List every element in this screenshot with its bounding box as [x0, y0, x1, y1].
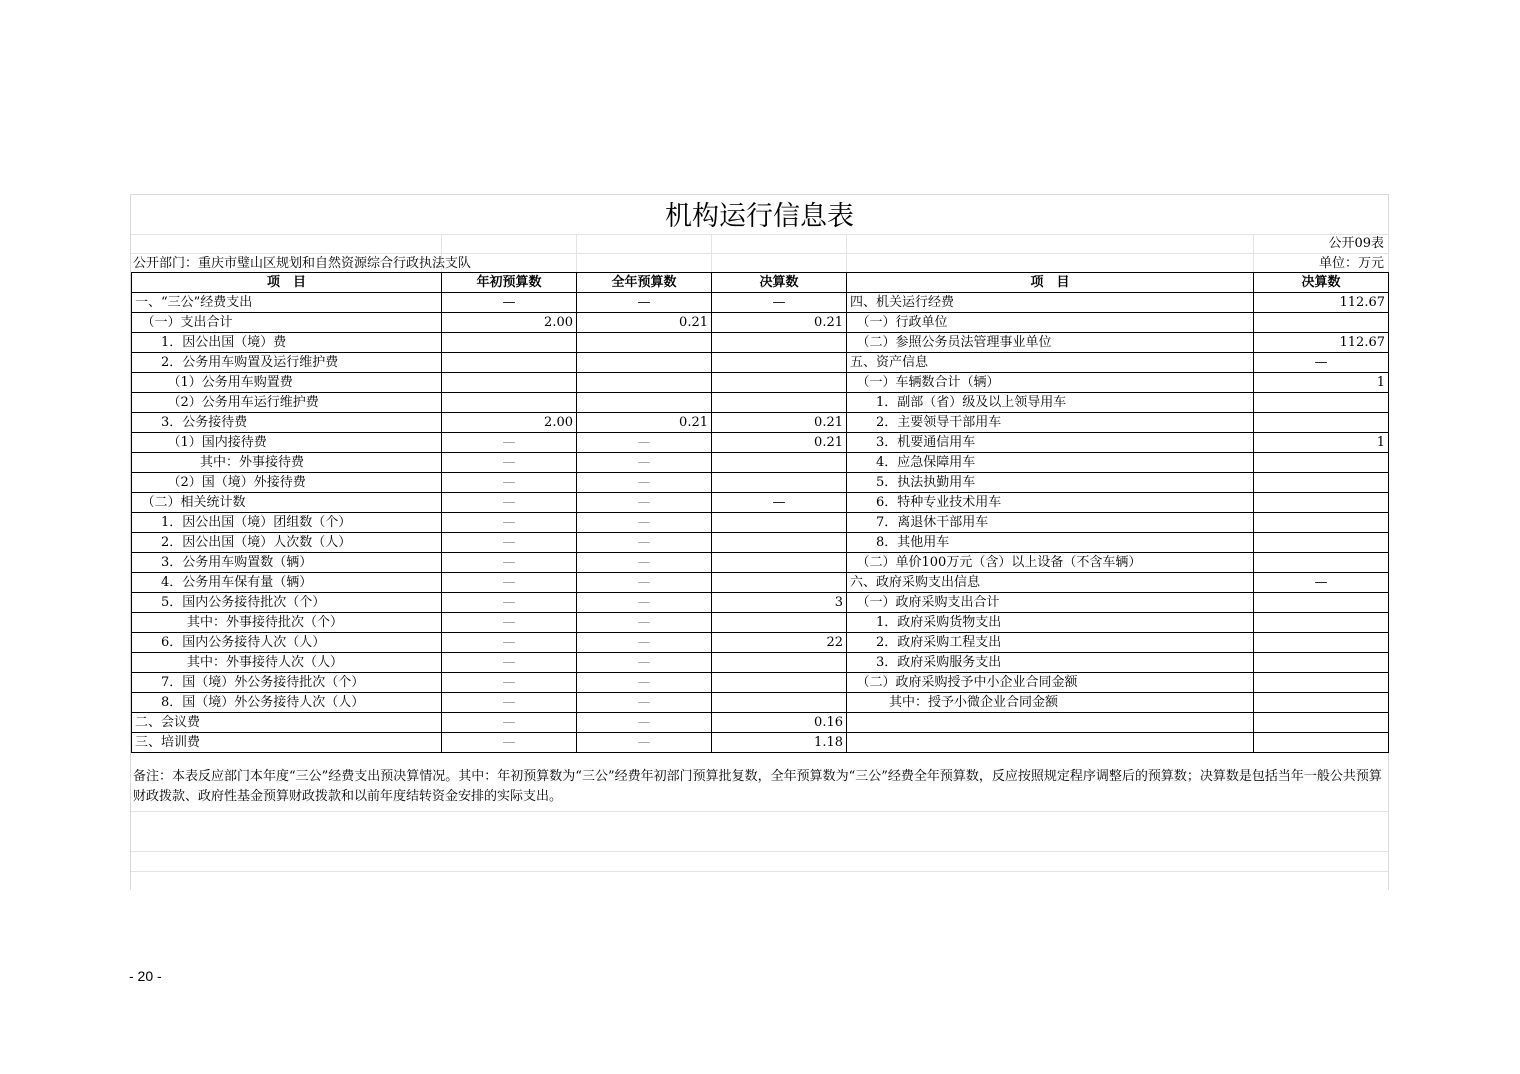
report-sheet	[130, 194, 1389, 890]
left-item-cell: 其中：外事接待人次（人）	[132, 653, 442, 673]
right-final-cell	[1254, 713, 1389, 733]
final-cell: 22	[712, 633, 847, 653]
final-cell: 1.18	[712, 733, 847, 753]
table-row	[132, 413, 1389, 433]
full-budget-cell: 0.21	[577, 313, 712, 333]
initial-budget-cell	[442, 373, 577, 393]
right-item-cell: （二）政府采购授予中小企业合同金额	[847, 673, 1254, 693]
left-item-cell: （2）国（境）外接待费	[132, 473, 442, 493]
right-item-cell: 六、政府采购支出信息	[847, 573, 1254, 593]
initial-budget-cell: 2.00	[442, 413, 577, 433]
full-budget-cell: —	[577, 453, 712, 473]
right-final-cell: —	[1254, 573, 1389, 593]
full-budget-cell: —	[577, 633, 712, 653]
final-cell: —	[712, 493, 847, 513]
full-budget-cell: —	[577, 673, 712, 693]
right-item-cell: （二）参照公务员法管理事业单位	[847, 333, 1254, 353]
final-cell	[712, 373, 847, 393]
final-cell	[712, 653, 847, 673]
right-final-cell	[1254, 693, 1389, 713]
full-budget-cell: —	[577, 593, 712, 613]
table-row	[132, 653, 1389, 673]
header-initial-budget: 年初预算数	[442, 273, 577, 293]
full-budget-cell	[577, 373, 712, 393]
final-cell	[712, 533, 847, 553]
grid-line	[131, 811, 1388, 812]
right-item-cell: 8．其他用车	[847, 533, 1254, 553]
initial-budget-cell: —	[442, 513, 577, 533]
right-item-cell: 2．主要领导干部用车	[847, 413, 1254, 433]
unit-label: 单位：万元	[1318, 256, 1384, 271]
right-final-cell	[1254, 673, 1389, 693]
left-item-cell: （1）公务用车购置费	[132, 373, 442, 393]
table-row	[132, 433, 1389, 453]
grid-line	[131, 851, 1388, 852]
full-budget-cell	[577, 353, 712, 373]
left-item-cell: 2．因公出国（境）人次数（人）	[132, 533, 442, 553]
remark-note: 备注：本表反应部门本年度“三公”经费支出预决算情况。其中：年初预算数为“三公”经费年初部门预算批复数，全年预算数为“三公”经费全年预算数，反应按照规定程序调整后的预算数；决算数是包括当年一般公共预算财政拨款、政府性基金预算财政拨款和以前年度结转资金安排的实际支出。	[133, 769, 1382, 804]
right-final-cell	[1254, 633, 1389, 653]
table-row	[132, 573, 1389, 593]
final-cell	[712, 513, 847, 533]
right-item-cell: 1．政府采购货物支出	[847, 613, 1254, 633]
right-item-cell: 2．政府采购工程支出	[847, 633, 1254, 653]
left-item-cell: 三、培训费	[132, 733, 442, 753]
grid-line	[131, 234, 1388, 235]
right-final-cell	[1254, 553, 1389, 573]
right-final-cell	[1254, 453, 1389, 473]
final-cell	[712, 473, 847, 493]
right-final-cell	[1254, 393, 1389, 413]
final-cell: 3	[712, 593, 847, 613]
final-cell: —	[712, 293, 847, 313]
full-budget-cell: —	[577, 653, 712, 673]
left-item-cell: 3．公务接待费	[132, 413, 442, 433]
final-cell	[712, 353, 847, 373]
final-cell: 0.21	[712, 313, 847, 333]
right-item-cell: （一）车辆数合计（辆）	[847, 373, 1254, 393]
initial-budget-cell: —	[442, 473, 577, 493]
table-row	[132, 333, 1389, 353]
final-cell: 0.16	[712, 713, 847, 733]
header-full-budget: 全年预算数	[577, 273, 712, 293]
right-final-cell	[1254, 593, 1389, 613]
left-item-cell: （1）国内接待费	[132, 433, 442, 453]
left-item-cell: 7．国（境）外公务接待批次（个）	[132, 673, 442, 693]
department-label: 公开部门：重庆市璧山区规划和自然资源综合行政执法支队	[133, 256, 472, 271]
table-row	[132, 453, 1389, 473]
header-left-item: 项 目	[132, 273, 442, 293]
full-budget-cell: —	[577, 493, 712, 513]
final-cell	[712, 613, 847, 633]
full-budget-cell	[577, 333, 712, 353]
table-header-row	[132, 273, 1389, 293]
final-cell	[712, 693, 847, 713]
final-cell	[712, 393, 847, 413]
table-row	[132, 733, 1389, 753]
initial-budget-cell: 2.00	[442, 313, 577, 333]
initial-budget-cell: —	[442, 293, 577, 313]
full-budget-cell: —	[577, 473, 712, 493]
right-item-cell: （二）单价100万元（含）以上设备（不含车辆）	[847, 553, 1254, 573]
right-final-cell: 1	[1254, 433, 1389, 453]
final-cell: 0.21	[712, 413, 847, 433]
initial-budget-cell: —	[442, 493, 577, 513]
full-budget-cell: —	[577, 533, 712, 553]
full-budget-cell: —	[577, 613, 712, 633]
table-row	[132, 493, 1389, 513]
initial-budget-cell: —	[442, 593, 577, 613]
left-item-cell: 一、“三公”经费支出	[132, 293, 442, 313]
left-item-cell: 4．公务用车保有量（辆）	[132, 573, 442, 593]
full-budget-cell: —	[577, 713, 712, 733]
initial-budget-cell	[442, 353, 577, 373]
right-final-cell: 112.67	[1254, 333, 1389, 353]
initial-budget-cell: —	[442, 533, 577, 553]
right-final-cell	[1254, 533, 1389, 553]
final-cell	[712, 573, 847, 593]
table-code: 公开09表	[1328, 236, 1384, 251]
final-cell	[712, 553, 847, 573]
initial-budget-cell: —	[442, 693, 577, 713]
header-right-item: 项 目	[847, 273, 1254, 293]
final-cell	[712, 333, 847, 353]
final-cell	[712, 453, 847, 473]
full-budget-cell: —	[577, 733, 712, 753]
table-row	[132, 513, 1389, 533]
table-row	[132, 313, 1389, 333]
full-budget-cell: —	[577, 433, 712, 453]
left-item-cell: 6．国内公务接待人次（人）	[132, 633, 442, 653]
info-table	[131, 272, 1389, 753]
full-budget-cell: —	[577, 573, 712, 593]
right-item-cell: （一）政府采购支出合计	[847, 593, 1254, 613]
right-item-cell	[847, 713, 1254, 733]
left-item-cell: 1．因公出国（境）费	[132, 333, 442, 353]
right-item-cell: （一）行政单位	[847, 313, 1254, 333]
initial-budget-cell: —	[442, 733, 577, 753]
left-item-cell: 3．公务用车购置数（辆）	[132, 553, 442, 573]
initial-budget-cell: —	[442, 613, 577, 633]
left-item-cell: （2）公务用车运行维护费	[132, 393, 442, 413]
right-item-cell: 1．副部（省）级及以上领导用车	[847, 393, 1254, 413]
table-row	[132, 633, 1389, 653]
right-final-cell: —	[1254, 353, 1389, 373]
table-row	[132, 353, 1389, 373]
initial-budget-cell: —	[442, 673, 577, 693]
right-final-cell	[1254, 513, 1389, 533]
table-row	[132, 293, 1389, 313]
left-item-cell: （一）支出合计	[132, 313, 442, 333]
right-final-cell	[1254, 613, 1389, 633]
left-item-cell: 二、会议费	[132, 713, 442, 733]
right-item-cell	[847, 733, 1254, 753]
right-final-cell: 112.67	[1254, 293, 1389, 313]
right-item-cell: 4．应急保障用车	[847, 453, 1254, 473]
right-final-cell	[1254, 733, 1389, 753]
left-item-cell: 8．国（境）外公务接待人次（人）	[132, 693, 442, 713]
right-final-cell: 1	[1254, 373, 1389, 393]
table-row	[132, 713, 1389, 733]
table-row	[132, 693, 1389, 713]
full-budget-cell: —	[577, 513, 712, 533]
table-row	[132, 593, 1389, 613]
right-item-cell: 5．执法执勤用车	[847, 473, 1254, 493]
initial-budget-cell: —	[442, 653, 577, 673]
right-final-cell	[1254, 313, 1389, 333]
right-item-cell: 四、机关运行经费	[847, 293, 1254, 313]
left-item-cell: 其中：外事接待批次（个）	[132, 613, 442, 633]
final-cell	[712, 673, 847, 693]
initial-budget-cell: —	[442, 553, 577, 573]
page-title: 机构运行信息表	[131, 194, 1388, 235]
right-final-cell	[1254, 493, 1389, 513]
left-item-cell: （二）相关统计数	[132, 493, 442, 513]
table-row	[132, 673, 1389, 693]
header-right-final: 决算数	[1254, 273, 1389, 293]
table-row	[132, 393, 1389, 413]
full-budget-cell: —	[577, 293, 712, 313]
left-item-cell: 其中：外事接待费	[132, 453, 442, 473]
page-number: - 20 -	[129, 968, 162, 984]
initial-budget-cell: —	[442, 713, 577, 733]
initial-budget-cell: —	[442, 433, 577, 453]
full-budget-cell: —	[577, 693, 712, 713]
initial-budget-cell: —	[442, 573, 577, 593]
initial-budget-cell	[442, 333, 577, 353]
table-body	[132, 273, 1389, 753]
right-final-cell	[1254, 413, 1389, 433]
initial-budget-cell: —	[442, 453, 577, 473]
header-final: 决算数	[712, 273, 847, 293]
right-item-cell: 6．特种专业技术用车	[847, 493, 1254, 513]
right-final-cell	[1254, 653, 1389, 673]
grid-line	[131, 871, 1388, 872]
left-item-cell: 2．公务用车购置及运行维护费	[132, 353, 442, 373]
left-item-cell: 1．因公出国（境）团组数（个）	[132, 513, 442, 533]
left-item-cell: 5．国内公务接待批次（个）	[132, 593, 442, 613]
initial-budget-cell	[442, 393, 577, 413]
final-cell: 0.21	[712, 433, 847, 453]
table-row	[132, 473, 1389, 493]
table-row	[132, 553, 1389, 573]
initial-budget-cell: —	[442, 633, 577, 653]
full-budget-cell: 0.21	[577, 413, 712, 433]
full-budget-cell	[577, 393, 712, 413]
right-item-cell: 7．离退休干部用车	[847, 513, 1254, 533]
table-row	[132, 613, 1389, 633]
right-item-cell: 3．政府采购服务支出	[847, 653, 1254, 673]
table-row	[132, 373, 1389, 393]
right-final-cell	[1254, 473, 1389, 493]
right-item-cell: 其中：授予小微企业合同金额	[847, 693, 1254, 713]
right-item-cell: 五、资产信息	[847, 353, 1254, 373]
full-budget-cell: —	[577, 553, 712, 573]
right-item-cell: 3．机要通信用车	[847, 433, 1254, 453]
table-row	[132, 533, 1389, 553]
